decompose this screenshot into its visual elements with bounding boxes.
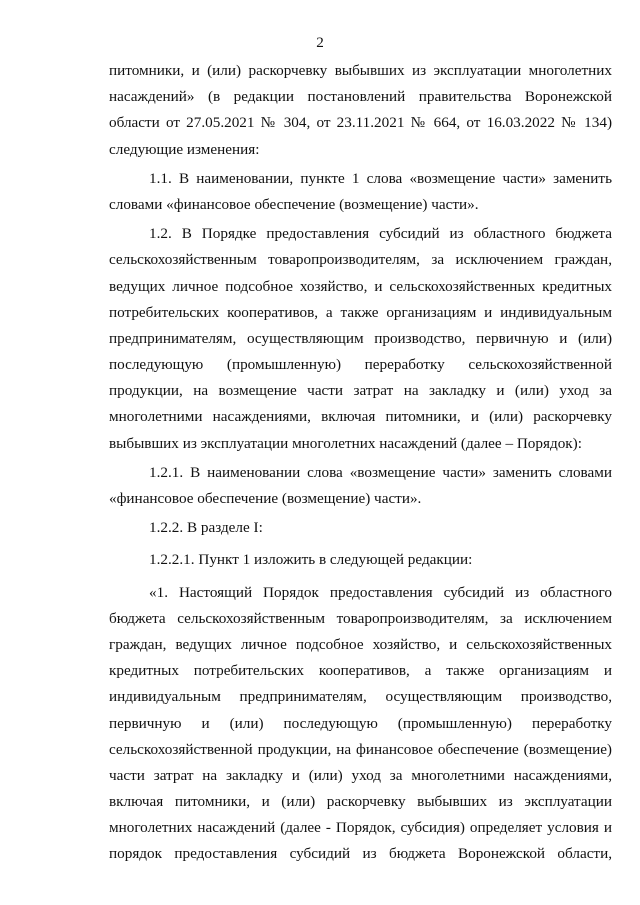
text-line: 1.1. В наименовании, пункте 1 слова «возмещение части» заменить [149,169,612,187]
text-line: многолетними насаждениями, включая питомники, и (или) раскорчевку [109,408,612,426]
text-line: 1.2.2.1. Пункт 1 изложить в следующей редакции: [149,551,473,569]
text-line: питомники, и (или) раскорчевку выбывших из эксплуатации многолетних [109,62,612,79]
text-line: части затрат на закладку и (или) уход за многолетними насаждениями, [109,766,612,784]
text-line: 1.2.2. В разделе I: [149,519,263,537]
text-line: многолетних насаждений (далее - Порядок, субсидия) определяет условия и [109,819,612,837]
document-body [109,58,612,868]
text-line: включая питомники, и (или) раскорчевку выбывших из эксплуатации [109,793,612,811]
text-line: сельскохозяйственной продукции, на финансовое обеспечение (возмещение) [109,740,612,758]
text-line: «финансовое обеспечение (возмещение) части». [109,490,422,507]
text-line: последующую (промышленную) переработку сельскохозяйственной [109,356,612,374]
page-number: 2 [316,34,324,51]
text-line: 1.2. В Порядке предоставления субсидий из областного бюджета [149,225,612,243]
text-line: порядок предоставления субсидий из бюджета Воронежской области, [109,845,612,863]
text-line: бюджета сельскохозяйственным товаропроизводителям, за исключением [109,609,612,627]
text-line: кредитных потребительских кооперативов, а также организациям и [109,662,612,680]
text-line: первичную и (или) последующую (промышленную) переработку [109,714,612,732]
text-line: граждан, ведущих личное подсобное хозяйство, и сельскохозяйственных [109,635,612,653]
text-line: словами «финансовое обеспечение (возмещение) части». [109,195,479,213]
text-line: области от 27.05.2021 № 304, от 23.11.2021 № 664, от 16.03.2022 № 134) [109,114,612,132]
text-line: продукции, на возмещение части затрат на закладку и (или) уход за [109,382,612,400]
text-line: 1.2.1. В наименовании слова «возмещение части» заменить словами [149,463,612,481]
text-line: индивидуальным предпринимателям, осуществляющим производство, [109,688,612,706]
text-line: насаждений» (в редакции постановлений правительства Воронежской [109,88,612,106]
text-line: предпринимателям, осуществляющим производство, первичную и (или) [109,329,612,347]
text-line: ведущих личное подсобное хозяйство, и сельскохозяйственных кредитных [109,277,612,295]
text-line: потребительских кооперативов, а также организациям и индивидуальным [109,303,612,321]
text-line: следующие изменения: [109,140,260,158]
text-line: сельскохозяйственным товаропроизводителям, за исключением граждан, [109,251,612,269]
text-line: «1. Настоящий Порядок предоставления субсидий из областного [149,583,612,601]
text-line: выбывших из эксплуатации многолетних насаждений (далее – Порядок): [109,434,582,452]
